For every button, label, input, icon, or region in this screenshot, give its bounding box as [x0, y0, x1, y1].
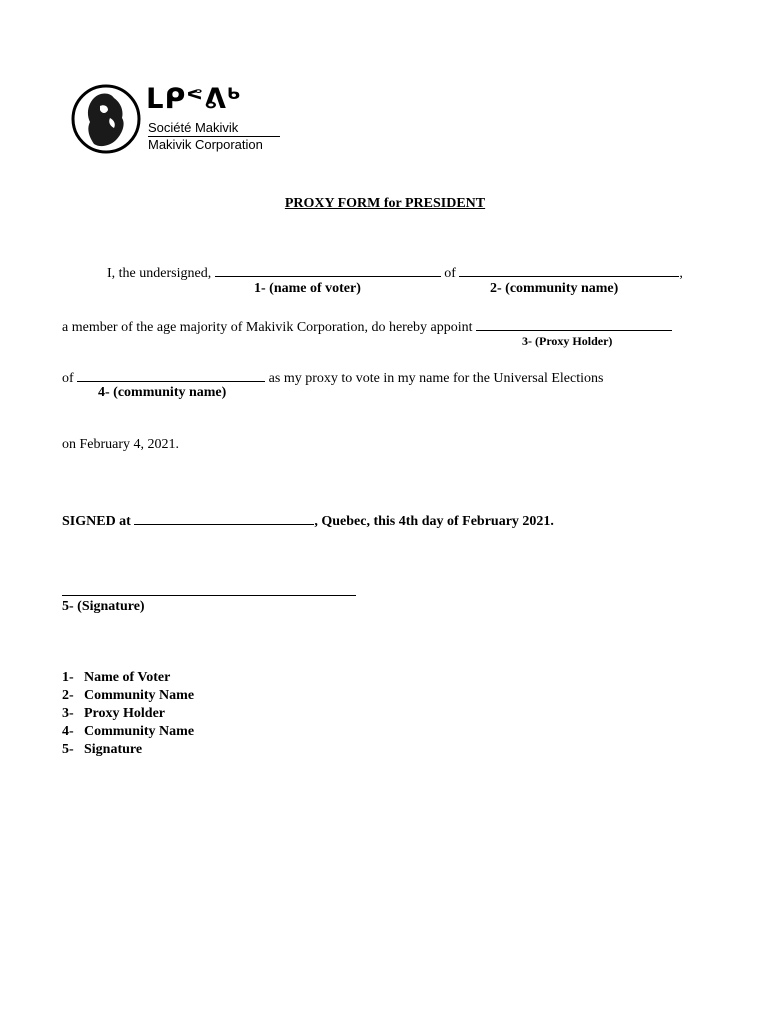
of-text-2: of [62, 371, 74, 386]
logo-syllabics: ᒪᑭᕝᕕᒃ [146, 83, 242, 114]
signed-suffix-text: , Quebec, this 4th day of February 2021. [314, 514, 554, 529]
undersigned-text: I, the undersigned, [107, 266, 212, 281]
voter-community-field[interactable] [459, 262, 679, 277]
signed-location-field[interactable] [134, 510, 314, 525]
list-item: 5- Signature [62, 742, 143, 757]
label-name-of-voter: 1- (name of voter) [254, 281, 361, 296]
list-item: 1- Name of Voter [62, 670, 171, 685]
comma-text: , [679, 266, 683, 281]
signed-at-text: SIGNED at [62, 514, 131, 529]
logo-french-name: Société Makivik [148, 120, 239, 135]
label-community-name-2: 4- (community name) [98, 385, 227, 400]
list-item: 3- Proxy Holder [62, 706, 166, 721]
signed-line [62, 510, 554, 530]
list-item: 2- Community Name [62, 688, 195, 703]
makivik-logo [70, 84, 285, 156]
voter-name-field[interactable] [215, 262, 441, 277]
label-community-name-1: 2- (community name) [490, 281, 619, 296]
voter-line [107, 262, 683, 282]
label-proxy-holder: 3- (Proxy Holder) [522, 334, 613, 348]
legend-list [62, 670, 194, 760]
form-title: PROXY FORM for PRESIDENT [284, 196, 486, 211]
proxy-community-line [62, 367, 603, 387]
appoint-text: a member of the age majority of Makivik Corporation, do hereby appoint [62, 320, 473, 335]
proxy-text: as my proxy to vote in my name for the Universal Elections [268, 371, 604, 386]
date-line: on February 4, 2021. [62, 437, 180, 452]
signature-field[interactable] [62, 595, 356, 596]
appoint-line [62, 316, 672, 336]
proxy-holder-field[interactable] [476, 316, 672, 331]
of-text: of [444, 266, 456, 281]
makivik-emblem-icon [70, 84, 142, 156]
signature-label: 5- (Signature) [62, 599, 145, 614]
logo-english-name: Makivik Corporation [148, 137, 263, 152]
proxy-community-field[interactable] [77, 367, 265, 382]
list-item: 4- Community Name [62, 724, 195, 739]
